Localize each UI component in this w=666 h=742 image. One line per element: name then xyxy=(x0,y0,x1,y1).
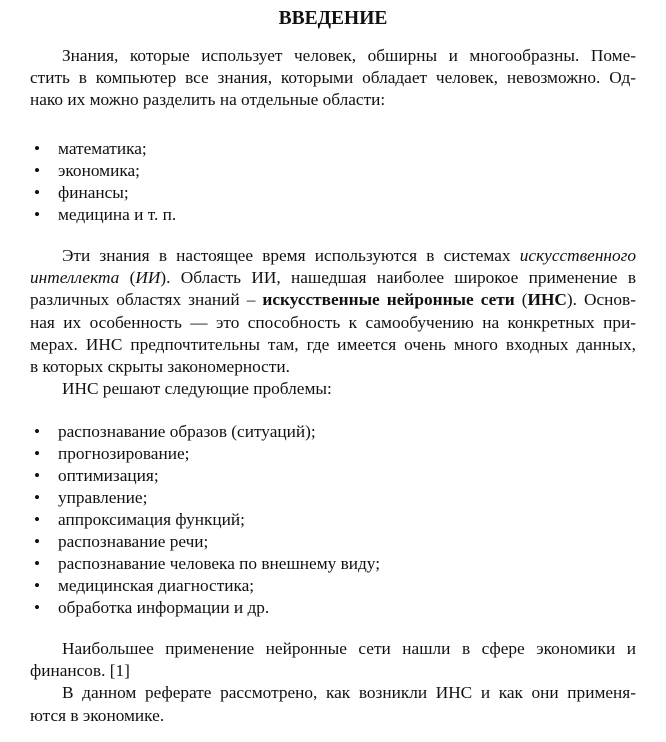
list-item-text: экономика; xyxy=(58,161,140,180)
conclusion-paragraph xyxy=(30,638,636,727)
list-item-text: математика; xyxy=(58,139,147,158)
text-line xyxy=(30,245,636,267)
text: ( xyxy=(119,268,136,288)
list-item-text: прогнозирование; xyxy=(58,444,190,463)
italic-abbr: ИИ xyxy=(135,268,161,288)
list-item xyxy=(30,182,636,204)
text-line: в которых скрыты закономерности. xyxy=(30,356,290,376)
list-item-text: обработка информации и др. xyxy=(58,598,270,617)
bullet-icon: • xyxy=(34,161,41,180)
text: ). Основ- xyxy=(566,290,636,310)
text-line: Знания, которые использует человек, обширны и многообразны. Поме- xyxy=(62,46,636,65)
ai-paragraph xyxy=(30,245,636,400)
text-line: ИНС решают следующие проблемы: xyxy=(62,379,332,399)
text-line: Наибольшее применение нейронные сети нашли в сфере экономики и xyxy=(62,639,636,658)
list-item xyxy=(30,443,636,465)
list-item xyxy=(30,138,636,160)
list-item-text: медицинская диагностика; xyxy=(58,576,255,595)
bullet-icon: • xyxy=(34,205,41,224)
text-line: В данном реферате рассмотрено, как возникли ИНС и как они применя- xyxy=(62,683,636,703)
list-item-text: медицина и т. п. xyxy=(58,205,177,224)
text-line: ются в экономике. xyxy=(30,705,165,725)
text: Эти знания в настоящее время используются в системах xyxy=(62,246,520,265)
italic-term: интеллекта xyxy=(30,268,120,288)
list-item-text: распознавание человека по внешнему виду; xyxy=(58,554,381,573)
list-item-text: управление; xyxy=(58,488,148,507)
bold-abbr: ИНС xyxy=(527,290,567,310)
bold-term: искусственные нейронные сети xyxy=(262,290,515,310)
text-line: стить в компьютер все знания, которыми обладает человек, невозможно. Од- xyxy=(30,68,636,88)
list-item-text: распознавание образов (ситуаций); xyxy=(58,422,316,441)
bullet-icon: • xyxy=(34,139,41,158)
intro-paragraph xyxy=(30,45,636,112)
list-item-text: аппроксимация функций; xyxy=(58,510,245,529)
text: ). Область ИИ, нашедшая наиболее широкое применение в xyxy=(160,268,636,288)
list-item xyxy=(30,487,636,509)
knowledge-areas-list xyxy=(30,138,636,226)
list-item xyxy=(30,204,636,226)
list-item xyxy=(30,160,636,182)
bullet-icon: • xyxy=(34,422,41,441)
text-line: мерах. ИНС предпочтительны там, где имеется очень много входных данных, xyxy=(30,334,636,354)
bullet-icon: • xyxy=(34,554,41,573)
bullet-icon: • xyxy=(34,598,41,617)
list-item-text: оптимизация; xyxy=(58,466,159,485)
bullet-icon: • xyxy=(34,444,41,463)
list-item xyxy=(30,597,636,619)
list-item xyxy=(30,509,636,531)
list-item xyxy=(30,553,636,575)
text-line: ная их особенность — это способность к самообучению на конкретных при- xyxy=(30,312,636,332)
list-item xyxy=(30,465,636,487)
text: ( xyxy=(514,290,528,310)
problems-list xyxy=(30,421,636,619)
bullet-icon: • xyxy=(34,488,41,507)
text-line: финансов. [1] xyxy=(30,661,130,681)
italic-term: искусственного xyxy=(519,246,636,265)
list-item-text: распознавание речи; xyxy=(58,532,209,551)
bullet-icon: • xyxy=(34,183,41,202)
page-title: ВВЕДЕНИЕ xyxy=(278,8,388,29)
bullet-icon: • xyxy=(34,576,41,595)
text: различных областях знаний – xyxy=(30,290,263,310)
text-line: нако их можно разделить на отдельные области: xyxy=(30,90,386,110)
text-line xyxy=(30,267,636,289)
text-line xyxy=(30,289,636,311)
list-item xyxy=(30,531,636,553)
bullet-icon: • xyxy=(34,466,41,485)
bullet-icon: • xyxy=(34,532,41,551)
list-item xyxy=(30,421,636,443)
bullet-icon: • xyxy=(34,510,41,529)
list-item xyxy=(30,575,636,597)
list-item-text: финансы; xyxy=(58,183,129,202)
